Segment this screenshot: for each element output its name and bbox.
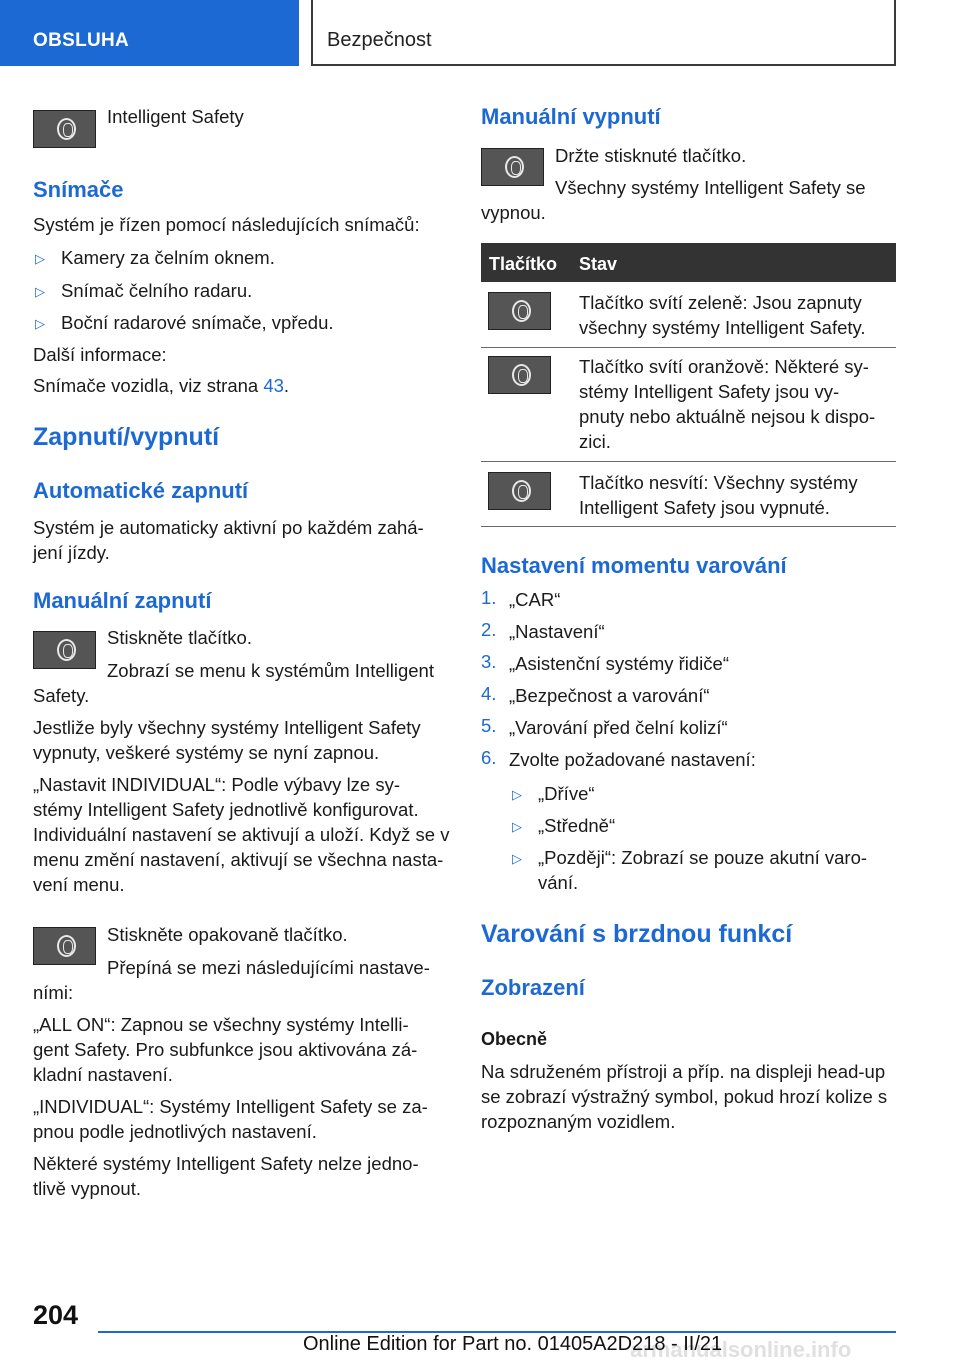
sub-option: „Dříve“ [538,783,595,804]
paragraph-line: tlivě vypnout. [33,1178,141,1199]
paragraph-line: vení menu. [33,874,125,895]
paragraph-line: vypnuty, veškeré systémy se nyní zapnou. [33,742,380,763]
paragraph-line: „ALL ON“: Zapnou se všechny systémy Intelli- [33,1014,409,1035]
more-info-ref-text: Snímače vozidla, viz strana [33,375,259,396]
sub-option: „Později“: Zobrazí se pouze akutní varo- [538,847,868,868]
table-cell: všechny systémy Intelligent Safety. [579,317,866,338]
page-number: 204 [33,1300,79,1330]
watermark-logo: armanualsonline.info [630,1337,852,1362]
auto-text-2: jení jízdy. [33,542,110,563]
step-text: „Asistenční systémy řidiče“ [509,653,729,674]
more-info-ref [33,373,289,399]
bullet-icon: ▷ [512,819,522,834]
paragraph-line: gent Safety. Pro subfunkce jsou aktivována zá- [33,1039,418,1060]
table-cell: pnuty nebo aktuálně nejsou k dispo- [579,406,876,427]
table-header [481,243,896,282]
intelligent-safety-button-icon [33,110,96,148]
paragraph-line: rozpoznaným vozidlem. [481,1111,676,1132]
paragraph-line: pnou podle jednotlivých nastavení. [33,1121,317,1142]
edition-text: Online Edition for Part no. 01405A2D218 - II/21 [303,1333,723,1355]
general-heading: Obecně [481,1029,548,1049]
step-text: „CAR“ [509,589,561,610]
list-item: Kamery za čelním oknem. [61,247,275,268]
hold-button-text: Držte stisknuté tlačítko. [555,145,747,166]
onoff-heading: Zapnutí/vypnutí [33,423,220,451]
chapter-title: Bezpečnost [327,29,432,51]
paragraph-line: stémy Intelligent Safety jednotlivě konfigurovat. [33,799,419,820]
step-number: 4. [481,683,497,704]
paragraph-line: „INDIVIDUAL“: Systémy Intelligent Safety se za- [33,1096,428,1117]
paragraph-line: se zobrazí výstražný symbol, pokud hrozí kolize s [481,1086,888,1107]
press-again-text: Stiskněte opakovaně tlačítko. [107,924,348,945]
step-number: 3. [481,651,497,672]
sensors-heading: Snímače [33,177,124,202]
bullet-icon: ▷ [35,251,45,266]
intelligent-safety-button-icon [488,472,551,510]
list-item: Snímač čelního radaru. [61,280,253,301]
table-cell: Tlačítko svítí oranžově: Některé sy- [579,356,869,377]
col-header-button: Tlačítko [489,254,558,274]
bullet-icon: ▷ [35,284,45,299]
sensors-text: Systém je řízen pomocí následujících snímačů: [33,214,420,235]
table-divider [481,347,896,348]
sub-option-cont: vání. [538,872,579,893]
intelligent-safety-button-icon [488,292,551,330]
manual-on-heading: Manuální zapnutí [33,588,212,613]
paragraph-line: „Nastavit INDIVIDUAL“: Podle výbavy lze sy- [33,774,401,795]
table-cell: Tlačítko nesvítí: Všechny systémy [579,472,858,493]
menu-text-1: Zobrazí se menu k systémům Intelligent [107,660,434,681]
warn-heading: Nastavení momentu varování [481,553,787,578]
section-title: OBSLUHA [33,30,130,51]
all-off-text-2: vypnou. [481,202,546,223]
table-cell: stémy Intelligent Safety jsou vy- [579,381,840,402]
brake-heading: Varování s brzdnou funkcí [481,920,793,948]
chapter-tab [311,0,896,66]
all-off-text-1: Všechny systémy Intelligent Safety se [555,177,866,198]
paragraph-line: Některé systémy Intelligent Safety nelze jedno- [33,1153,419,1174]
step-number: 2. [481,619,497,640]
intro-label: Intelligent Safety [107,106,244,127]
step-text: Zvolte požadované nastavení: [509,749,756,770]
intelligent-safety-button-icon [33,631,96,669]
sub-option: „Středně“ [538,815,616,836]
intelligent-safety-button-icon [481,148,544,186]
table-cell: Intelligent Safety jsou vypnuté. [579,497,830,518]
step-text: „Varování před čelní kolizí“ [509,717,728,738]
intelligent-safety-button-icon [33,927,96,965]
menu-text-2: Safety. [33,685,90,706]
intelligent-safety-button-icon [488,356,551,394]
paragraph-line: Individuální nastavení se aktivují a uloží. Když se v [33,824,450,845]
display-heading: Zobrazení [481,975,585,1000]
auto-text-1: Systém je automaticky aktivní po každém zahá- [33,517,424,538]
paragraph-line: Na sdruženém přístroji a příp. na displeji head-up [481,1061,886,1082]
more-info-label: Další informace: [33,344,167,365]
section-tab [0,0,299,66]
switch-text-2: ními: [33,982,74,1003]
step-text: „Bezpečnost a varování“ [509,685,710,706]
paragraph-line: Jestliže byly všechny systémy Intelligent Safety [33,717,421,738]
list-item: Boční radarové snímače, vpředu. [61,312,334,333]
page-link[interactable]: 43 [263,375,284,396]
bullet-icon: ▷ [512,787,522,802]
step-number: 6. [481,747,497,768]
table-cell: Tlačítko svítí zeleně: Jsou zapnuty [579,292,862,313]
press-button-text: Stiskněte tlačítko. [107,627,252,648]
step-text: „Nastavení“ [509,621,605,642]
paragraph-line: menu změní nastavení, aktivují se všechna nasta- [33,849,444,870]
table-cell: zici. [579,431,611,452]
col-header-state: Stav [579,254,618,274]
bullet-icon: ▷ [512,851,522,866]
paragraph-line: kladní nastavení. [33,1064,173,1085]
table-divider [481,461,896,462]
switch-text-1: Přepíná se mezi následujícími nastave- [107,957,430,978]
auto-heading: Automatické zapnutí [33,478,249,503]
more-info-dot: . [283,375,290,396]
bullet-icon: ▷ [35,316,45,331]
step-number: 1. [481,587,497,608]
step-number: 5. [481,715,497,736]
manual-off-heading: Manuální vypnutí [481,104,661,129]
table-divider [481,526,896,527]
